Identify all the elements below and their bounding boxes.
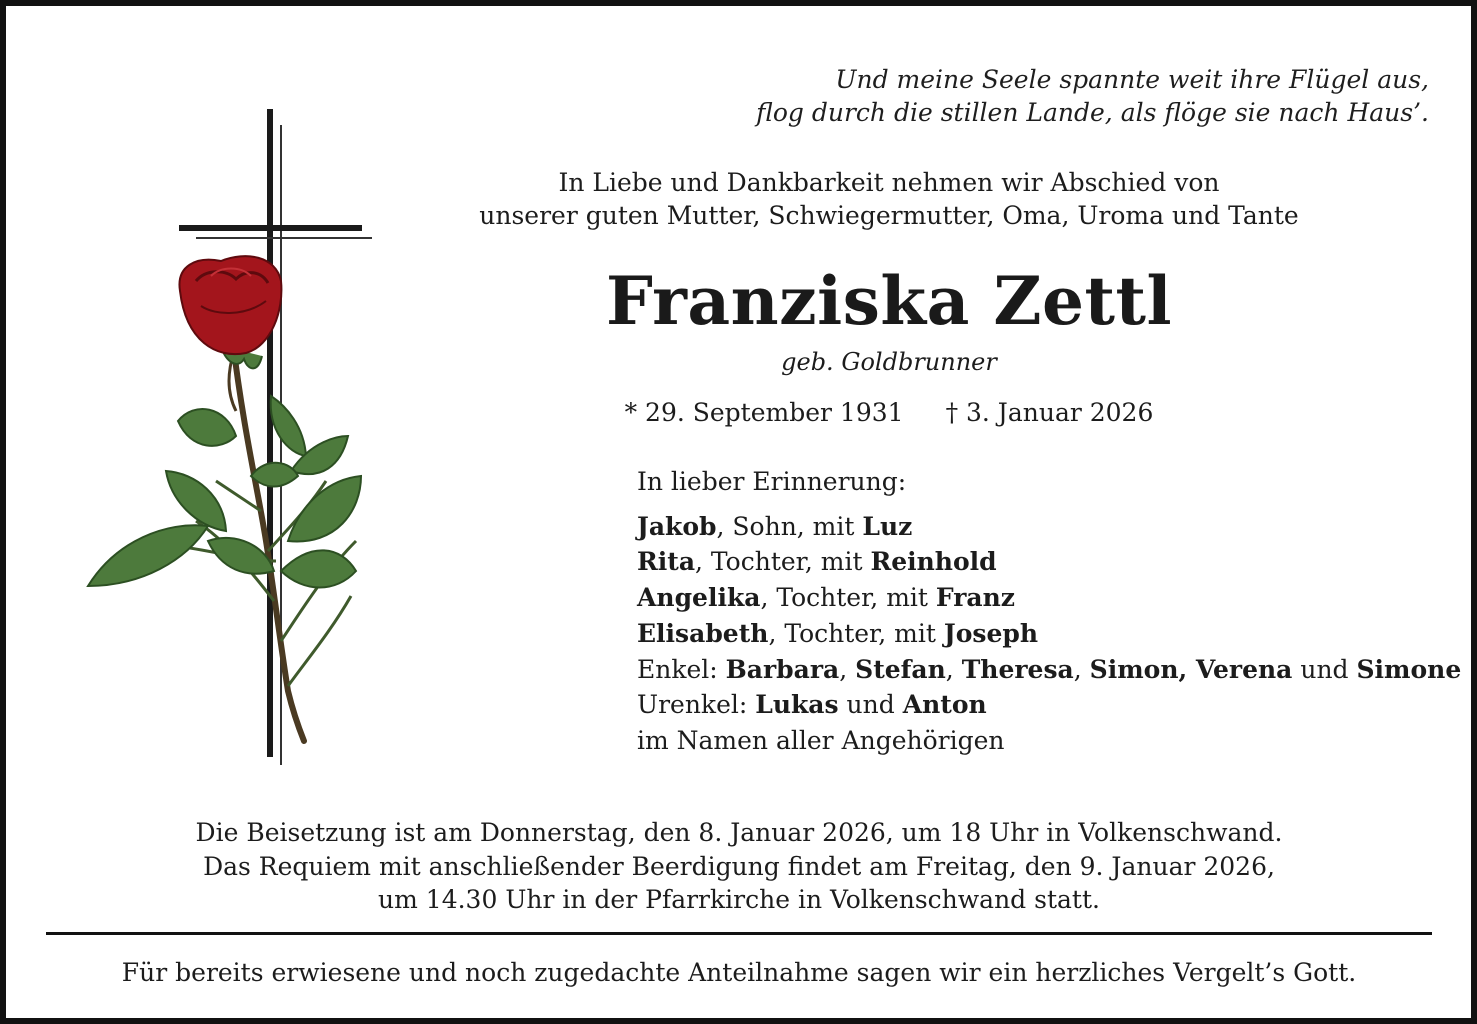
grandchild-name: Theresa <box>961 654 1074 684</box>
separator: und <box>838 690 903 720</box>
separator: , <box>839 654 856 684</box>
separator: , <box>1178 654 1196 684</box>
separator: und <box>1292 654 1357 684</box>
rose-icon <box>88 256 361 741</box>
partner-name: Joseph <box>943 618 1038 648</box>
quote-line-1: Und meine Seele spannte weit ihre Flügel aus, <box>835 65 1429 94</box>
partner-name: Luz <box>862 511 913 541</box>
mourners-list <box>637 464 1461 759</box>
mourner-line <box>637 509 1461 545</box>
death-date: † 3. Januar 2026 <box>945 398 1154 427</box>
mourner-line <box>637 616 1461 652</box>
partner-name: Franz <box>935 583 1015 613</box>
child-relation: , Tochter, mit <box>760 583 936 613</box>
partner-name: Reinhold <box>870 547 997 577</box>
child-name: Elisabeth <box>637 618 769 648</box>
child-name: Angelika <box>637 583 761 613</box>
child-name: Rita <box>637 547 696 577</box>
mourner-line <box>637 544 1461 580</box>
divider <box>46 932 1432 935</box>
separator: , <box>1073 654 1090 684</box>
mourners-heading: In lieber Erinnerung: <box>637 467 907 496</box>
child-relation: , Tochter, mit <box>768 618 944 648</box>
cross-with-rose <box>76 101 386 771</box>
quote-line-2: flog durch die stillen Lande, als flöge sie nach Haus’. <box>756 98 1429 127</box>
grandchild-name: Barbara <box>725 654 840 684</box>
child-relation: , Tochter, mit <box>695 547 871 577</box>
intro-line-2: unserer guten Mutter, Schwiegermutter, Oma, Uroma und Tante <box>479 201 1299 230</box>
separator: , <box>945 654 962 684</box>
thanks-note: Für bereits erwiesene und noch zugedachte Anteilnahme sagen wir ein herzliches Vergelt’s Gott. <box>121 958 1357 987</box>
grandchild-name: Simone <box>1356 654 1462 684</box>
grandchild-name: Stefan <box>855 654 946 684</box>
funeral-line-2: Das Requiem mit anschließender Beerdigung findet am Freitag, den 9. Januar 2026, <box>203 851 1275 881</box>
funeral-line-3: um 14.30 Uhr in der Pfarrkirche in Volkenschwand statt. <box>378 885 1100 914</box>
quote <box>756 63 1429 129</box>
funeral-details <box>46 816 1432 917</box>
deceased-name: Franziska Zettl <box>605 262 1173 340</box>
child-name: Jakob <box>637 511 717 541</box>
intro-line-1: In Liebe und Dankbarkeit nehmen wir Abschied von <box>558 168 1220 197</box>
mourners-closing: im Namen aller Angehörigen <box>637 725 1005 755</box>
birth-date: * 29. September 1931 <box>624 398 904 427</box>
great-grandchildren-label: Urenkel: <box>637 690 756 720</box>
grandchildren-label: Enkel: <box>637 654 726 684</box>
grandchildren-line <box>637 652 1461 688</box>
mourner-line <box>637 580 1461 616</box>
grandchild-name: Simon <box>1089 654 1179 684</box>
intro-text <box>466 166 1312 232</box>
great-grandchildren-line <box>637 687 1461 723</box>
great-grandchild-name: Lukas <box>755 690 839 720</box>
child-relation: , Sohn, mit <box>716 511 863 541</box>
life-dates <box>466 396 1312 430</box>
great-grandchild-name: Anton <box>902 690 987 720</box>
grandchild-name: Verena <box>1195 654 1293 684</box>
funeral-line-1: Die Beisetzung ist am Donnerstag, den 8. Januar 2026, um 18 Uhr in Volkenschwand. <box>195 818 1283 847</box>
birth-name: geb. Goldbrunner <box>781 348 997 376</box>
